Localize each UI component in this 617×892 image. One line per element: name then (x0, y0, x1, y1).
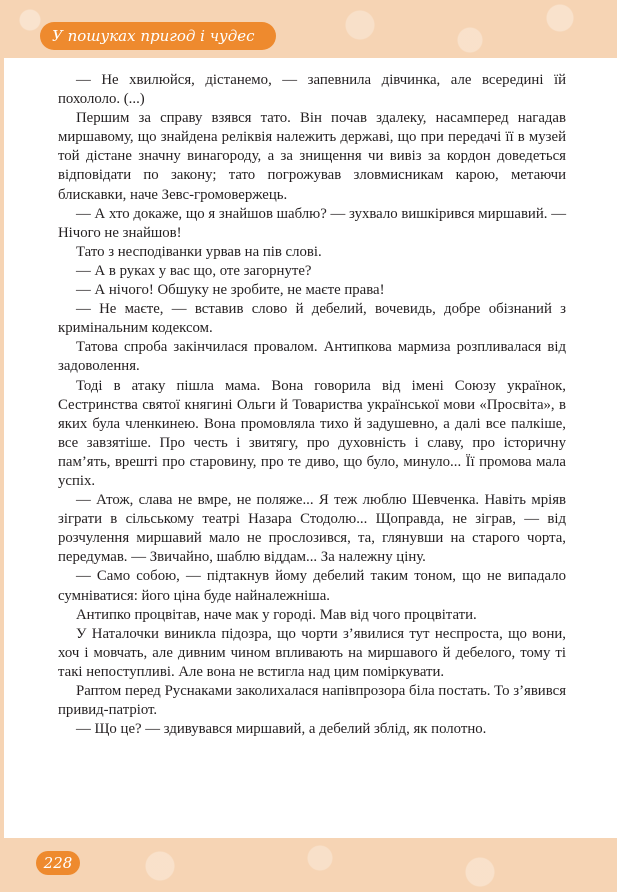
paragraph: — А в руках у вас що, оте загорнуте? (76, 262, 312, 279)
paragraph: — Не маєте, — вставив слово й дебелий, вочевидь, добре обізнаний з кримінальним кодексом. (58, 301, 566, 337)
story-text (58, 71, 566, 739)
paragraph: — Що це? — здивувався миршавий, а дебелий зблід, як полотно. (76, 721, 487, 738)
paragraph: — А нічого! Обшуку не зробите, не маєте права! (76, 282, 385, 299)
section-title: У пошуках пригод і чудес (40, 22, 276, 50)
paragraph: Раптом перед Руснаками заколихалася напівпрозора біла постать. То з’явився привид-патріот. (58, 683, 566, 719)
margin-decoration (0, 58, 4, 838)
paragraph: — Не хвилюйся, дістанемо, — запевнила дівчинка, але всередині їй похололо. (...) (58, 72, 566, 108)
paragraph: Антипко процвітав, наче мак у городі. Мав від чого процвітати. (76, 606, 477, 623)
page-number: 228 (36, 851, 80, 875)
paragraph: Тато з несподіванки урвав на пів слові. (76, 243, 322, 260)
paragraph: У Наталочки виникла підозра, що чорти з’явилися тут неспроста, що вони, хоч і мовчать, але дивним чином впливають на миршавого й дебелого, тому ті такі непоступливі. Але вона не встигла над цим поміркувати. (58, 625, 566, 680)
paragraph: Татова спроба закінчилася провалом. Антипкова мармиза розпливалася від задоволення. (58, 339, 566, 375)
paragraph: — Атож, слава не вмре, не поляже... Я теж люблю Шевченка. Навіть мріяв зіграти в сільському театрі Назара Стодолю... Щоправда, не зіграв, — від розчулення миршавий мало не прослозився, та, глянувши на старого чорта, передумав. — Звичайно, шаблю віддам... За належну ціну. (58, 492, 566, 566)
paragraph: — Само собою, — підтакнув йому дебелий таким тоном, що не випадало сумніватися: його ціна буде найналежніша. (58, 568, 566, 604)
footer-decoration (0, 838, 617, 892)
paragraph: Тоді в атаку пішла мама. Вона говорила від імені Союзу українок, Сестринства святої княгині Ольги й Товариства української мови «Просвіта», в яких була членкинею. Вона промовляла тихо й задушевно, а далі все палкіше, все завзятіше. Про честь і звитягу, про духовність і славу, про історичну пам’ять, врешті про старовину, про те диво, що було, минуло... Її промова мала успіх. (58, 377, 566, 489)
paragraph: — А хто докаже, що я знайшов шаблю? — зухвало вишкірився миршавий. — Нічого не знайшов! (58, 205, 566, 241)
paragraph: Першим за справу взявся тато. Він почав здалеку, насамперед нагадав миршавому, що знайдена реліквія належить державі, що при передачі її в музей той дістане значну винагороду, а за знищення чи вивіз за кордон доведеться відповідати по закону; тато погрожував зловмисникам карою, метаючи блискавки, наче Зевс-громовержець. (58, 110, 566, 203)
